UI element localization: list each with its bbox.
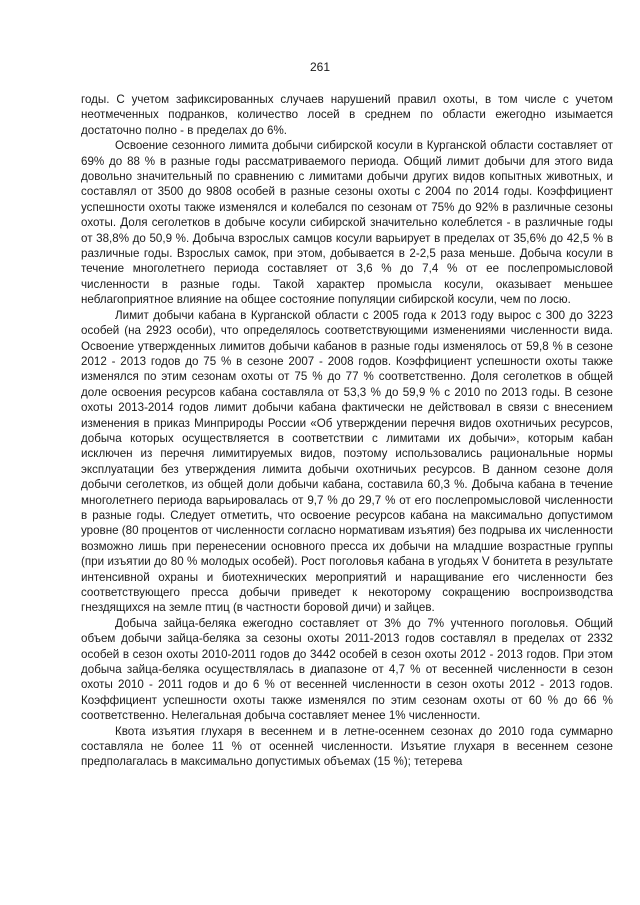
paragraph-wild-boar: Лимит добычи кабана в Курганской области с 2005 года к 2013 году вырос с 300 до 3223 особей (на 2923 особи), что определялось соответствующими изменениями численности вида. Освоение утвержденных лимитов добычи кабанов в разные годы изменялось от 59,8 % в сезоне 2012 - 2013 годов до 75 % в сезоне 2007 - 2008 годов. Коэффициент успешности охоты также изменялся по этим сезонам охоты от 75 % до 77 % соответственно. Доля сеголетков в общей доле освоения ресурсов кабана составляла от 53,3 % до 59,9 % с 2010 по 2013 годы. В сезоне охоты 2013-2014 годов лимит добычи кабана фактически не действовал в связи с внесением изменения в приказ Минприроды России «Об утверждении перечня видов охотничьих ресурсов, добыча которых осуществляется в соответствии с лимитами их добычи», которым кабан исключен из перечня лимитируемых видов, поэтому использовались рациональные нормы эксплуатации без утверждения лимита добычи охотничьих ресурсов. В данном сезоне доля добычи сеголетков, из общей доли добычи кабана, составила 60,3 %. Добыча кабана в течение многолетнего периода варьировалась от 9,7 % до 29,7 % от его послепромысловой численности в разные годы. Следует отметить, что освоение ресурсов кабана на максимально допустимом уровне (80 процентов от численности согласно нормативам изъятия) без подрыва их численности возможно лишь при перенесении основного пресса их добычи на младшие возрастные группы (при изъятии до 80 % молодых особей). Рост поголовья кабана в угодьях V бонитета в результате интенсивной охраны и биотехнических мероприятий и наращивание его численности без соответствующего пресса добычи приведет к некоторому сокращению воспроизводства гнездящихся на земле птиц (в частности боровой дичи) и зайцев. [81, 308, 613, 615]
body-text [81, 92, 613, 770]
paragraph-roe-deer: Освоение сезонного лимита добычи сибирской косули в Курганской области составляет от 69% до 88 % в разные годы рассматриваемого периода. Общий лимит добычи для этого вида довольно значительный по сравнению с лимитами добычи других видов копытных животных, и составлял от 3500 до 9808 особей в разные сезоны охоты с 2004 по 2014 годы. Коэффициент успешности охоты также изменялся и колебался по сезонам от 75% до 92% в различные сезоны охоты. Доля сеголетков в добыче косули сибирской значительно колеблется - в различные годы от 38,8% до 50,9 %. Добыча взрослых самцов косули варьирует в пределах от 35,6% до 42,5 % в различные годы. Взрослых самок, при этом, добывается в 2-2,5 раза меньше. Добыча косули в течение многолетнего периода составляет от 3,6 % до 7,4 % от ее послепромысловой численности в разные годы. Такой характер промысла косули, оказывает меньшее неблагоприятное влияние на общее состояние популяции сибирской косули, чем по лосю. [81, 139, 613, 307]
paragraph-continuation: годы. С учетом зафиксированных случаев нарушений правил охоты, в том числе с учетом неотмеченных подранков, количество лосей в среднем по области ежегодно изымается достаточно полно - в пределах до 6%. [81, 93, 613, 137]
page-number: 261 [309, 60, 331, 74]
paragraph-capercaillie: Квота изъятия глухаря в весеннем и в летне-осеннем сезонах до 2010 года суммарно составляла не более 11 % от осенней численности. Изъятие глухаря в весеннем сезоне предполагалась в максимально допустимых объемах (15 %); тетерева [81, 724, 613, 769]
paragraph-hare: Добыча зайца-беляка ежегодно составляет от 3% до 7% учтенного поголовья. Общий объем добычи зайца-беляка за сезоны охоты 2011-2013 годов составлял в пределах от 2332 особей в сезон охоты 2010-2011 годов до 3442 особей в сезон охоты 2012 - 2013 годов. При этом добыча зайца-беляка осуществлялась в диапазоне от 4,7 % от весенней численности в сезон охоты 2010 - 2011 годов и до 6 % от весенней численности в сезон охоты 2012 - 2013 годов. Коэффициент успешности охоты также изменялся по этим сезонам охоты от 60 % до 66 % соответственно. Нелегальная добыча составляет менее 1% численности. [81, 616, 613, 723]
